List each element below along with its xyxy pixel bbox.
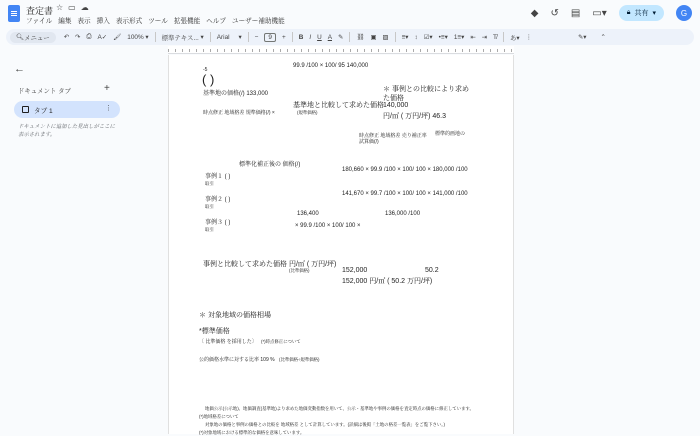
menu-extensions[interactable]: 拡張機能 <box>173 18 201 25</box>
doc-text: 時点修正 地域格差 規準価格(/) × <box>203 110 275 116</box>
doc-text: 事例と比較して求めた価格 円/㎡ ( 万円/坪) <box>203 261 337 268</box>
title-icons <box>56 3 89 12</box>
doc-text: 152,000 円/㎡ ( 50.2 万円/坪) <box>342 278 433 285</box>
link-icon[interactable]: ⛓︎ <box>356 34 365 41</box>
menu-bar <box>26 15 285 25</box>
document-tabs-sidebar <box>0 55 130 434</box>
tab-hint: ドキュメントに追加した見出しがここに表示されます。 <box>18 124 116 138</box>
doc-text: 事例２ ( ) <box>205 197 231 203</box>
star-icon[interactable]: ☆ <box>56 3 64 12</box>
doc-text: 事例１ ( ) <box>205 174 231 180</box>
history-icon[interactable]: ↺ <box>550 7 559 19</box>
tab-icon <box>22 106 29 113</box>
checklist-icon[interactable]: ☑▾ <box>423 34 433 41</box>
menu-file[interactable]: ファイル <box>26 18 53 25</box>
menu-insert[interactable]: 挿入 <box>96 18 110 25</box>
doc-text: 基準地と比較して求めた価格 <box>293 102 384 109</box>
ruler[interactable] <box>168 46 514 54</box>
comment-icon[interactable]: ▤ <box>570 7 581 19</box>
doc-text: た価格 <box>383 95 404 102</box>
divider <box>503 32 504 42</box>
paint-format-icon[interactable]: 🖌︎ <box>113 34 122 41</box>
editing-mode-icon[interactable]: ✎▾ <box>577 34 587 41</box>
tabs-heading: ドキュメント タブ <box>18 88 71 95</box>
doc-text: 180,660 × 99.9 /100 × 100/ 100 × 180,000 /100 <box>342 167 468 173</box>
doc-text: 50.2 <box>425 267 439 274</box>
doc-text: 対象地の価格と事例の価格との比較を 地域格差 として計算しています。(詳細は後掲「土地の格差一覧表」をご覧下さい。) <box>205 422 445 427</box>
tab-1[interactable] <box>14 101 120 118</box>
tab-label: タブ 1 <box>34 108 53 115</box>
doc-text: 事例３ ( ) <box>205 220 231 226</box>
menu-help[interactable]: ヘルプ <box>206 18 226 25</box>
doc-text: 取引 <box>205 204 214 209</box>
docs-logo-icon[interactable] <box>8 5 20 22</box>
insert-image-icon[interactable]: ▨ <box>382 34 389 41</box>
share-button[interactable] <box>619 5 664 21</box>
zoom-select[interactable]: 100% ▾ <box>127 33 149 41</box>
doc-text: 152,000 <box>342 267 368 274</box>
top-right-actions <box>531 5 692 21</box>
document-page[interactable] <box>168 55 514 434</box>
undo-icon[interactable]: ↶ <box>63 34 70 41</box>
vertical-scrollbar[interactable] <box>692 55 700 434</box>
add-comment-icon[interactable]: ▣ <box>370 34 377 41</box>
bold-icon[interactable]: B <box>298 33 304 41</box>
lock-icon: 🔒︎ <box>626 9 631 16</box>
doc-text: 140,000 <box>383 102 409 109</box>
chevron-down-icon: ▾ <box>652 10 656 17</box>
search-menu[interactable]: 🔍︎ メニュー <box>10 32 56 43</box>
doc-text: 試算価(/) <box>359 139 379 145</box>
menu-edit[interactable]: 編集 <box>58 18 72 25</box>
font-size-increase-icon[interactable]: + <box>281 33 286 41</box>
menu-tools[interactable]: ツール <box>148 18 168 25</box>
bullet-list-icon[interactable]: •≡▾ <box>438 34 448 41</box>
highlight-icon[interactable]: ✎ <box>337 34 344 41</box>
decrease-indent-icon[interactable]: ⇤ <box>470 34 476 41</box>
numbered-list-icon[interactable]: 1≡▾ <box>453 34 465 41</box>
doc-text: ( ) <box>202 72 215 87</box>
spellcheck-icon[interactable]: A✓ <box>97 34 108 41</box>
more-icon[interactable]: ⋮ <box>525 34 532 41</box>
doc-text: × 99.9 /100 × 100/ 100 × <box>295 223 361 229</box>
share-label: 共有 <box>634 10 649 17</box>
move-folder-icon[interactable]: ▭ <box>68 3 76 12</box>
font-size-input[interactable]: 9 <box>264 33 276 42</box>
doc-text: (比準価格) <box>289 268 310 273</box>
align-icon[interactable]: ≡▾ <box>401 34 409 41</box>
doc-text: 標準的画地の <box>435 131 466 137</box>
divider <box>395 32 396 42</box>
title-bar <box>0 0 700 28</box>
doc-text: 公的価格水準に対する比率 109 % <box>199 357 275 363</box>
doc-text: 地価公示(公示地)、地価調査(基準地)より求めた地価変動指数を用いて、公示・基準地や事例の価格を査定時点の価格に修正しています。 <box>205 406 474 411</box>
ruler-ticks <box>168 49 514 52</box>
doc-text: 基準地の価格(/) 133,000 <box>203 91 269 97</box>
collapse-menu-icon[interactable]: ⌃ <box>600 34 606 41</box>
doc-text: -5 <box>203 67 208 73</box>
doc-text: (*)対象地域における標準的な価格を意味しています。 <box>199 430 305 435</box>
cloud-status-icon[interactable]: ☁ <box>80 3 89 12</box>
font-size-decrease-icon[interactable]: − <box>254 33 259 41</box>
doc-text: 141,670 × 99.7 /100 × 100/ 100 × 141,000 /100 <box>342 191 468 197</box>
doc-text: 99.9 /100 × 100/ 95 140,000 <box>293 63 369 69</box>
increase-indent-icon[interactable]: ⇥ <box>481 34 488 41</box>
doc-text: (*)時点修正について <box>261 339 301 344</box>
meet-icon[interactable]: ▭▾ <box>592 7 607 19</box>
text-color-icon[interactable]: A <box>327 33 332 41</box>
redo-icon[interactable]: ↷ <box>75 34 81 41</box>
doc-text: 標準化補正後の 価格(/) <box>239 162 301 168</box>
doc-text: 136,000 /100 <box>385 211 421 217</box>
doc-text: ＊ 対象地域の価格相場 <box>199 312 271 319</box>
tab-more-icon[interactable]: ⋮ <box>105 105 112 112</box>
font-select[interactable]: Arial ▾ <box>216 33 242 41</box>
doc-text: 136,400 <box>297 211 319 217</box>
doc-text: (比準価格÷規準価格) <box>279 357 320 362</box>
divider <box>155 32 156 42</box>
avatar[interactable]: G <box>676 5 692 21</box>
doc-text: 〔 比準価格 を採用した〕 <box>199 339 257 345</box>
menu-format[interactable]: 表示形式 <box>115 18 143 25</box>
print-icon[interactable]: ⎙ <box>86 33 92 40</box>
divider <box>292 32 293 42</box>
divider <box>248 32 249 42</box>
doc-text: 円/㎡ ( 万円/坪) 46.3 <box>383 113 447 120</box>
menu-view[interactable]: 表示 <box>77 18 91 25</box>
toolbar <box>6 29 694 45</box>
doc-text: *標準価格 <box>199 328 230 335</box>
line-spacing-icon[interactable]: ↕ <box>414 33 418 41</box>
italic-icon[interactable]: I <box>309 33 312 41</box>
doc-text: 時点修正 地域格差 売り補正率 <box>359 133 427 139</box>
doc-text: 取引 <box>205 227 214 232</box>
input-tools-icon[interactable]: あ▾ <box>509 34 520 42</box>
divider <box>210 32 211 42</box>
doc-text: ＊ 事例との比較により求め <box>383 86 469 93</box>
divider <box>349 32 350 42</box>
clear-format-icon[interactable]: T̸ <box>493 33 497 41</box>
doc-text: (規準価格) <box>297 110 318 115</box>
add-tab-icon[interactable]: + <box>104 83 110 94</box>
gemini-icon[interactable]: ◆ <box>530 7 539 19</box>
style-select[interactable]: 標準テキス... ▾ <box>161 34 204 42</box>
doc-text: (*)地域格差について <box>199 414 239 419</box>
doc-text: 取引 <box>205 181 214 186</box>
menu-accessibility[interactable]: ユーザー補助機能 <box>232 18 285 25</box>
document-title[interactable]: 査定書 <box>26 6 54 16</box>
back-arrow-icon[interactable]: ← <box>14 63 25 75</box>
underline-icon[interactable]: U <box>317 33 322 41</box>
